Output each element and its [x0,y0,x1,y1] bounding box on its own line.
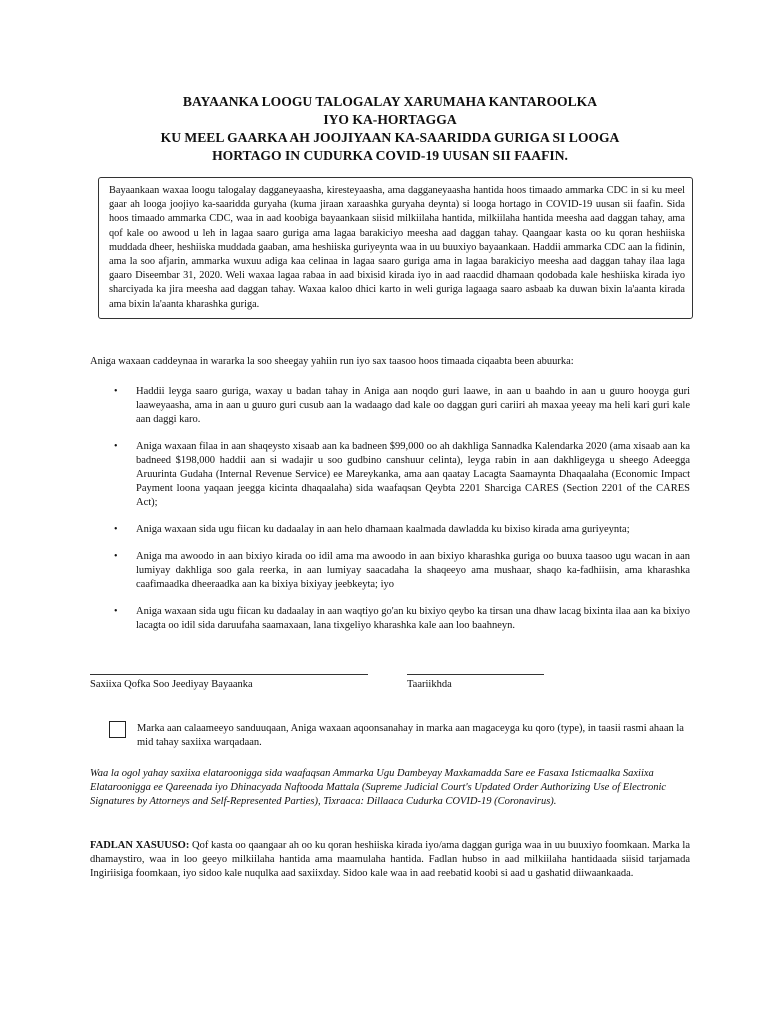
bullet-icon: • [114,386,118,397]
electronic-signature-checkbox[interactable] [109,721,126,738]
signature-field[interactable] [90,674,368,675]
declaration-item-text: Aniga waxaan sida ugu fiican ku dadaalay in aan helo dhamaan kaalmada dawladda ku bixiso kirada ama guriyeynta; [136,524,630,535]
date-field[interactable] [407,674,544,675]
document-title [90,93,690,165]
title-line: BAYAANKA LOOGU TALOGALAY XARUMAHA KANTAROOLKA [182,94,598,109]
declaration-list [90,385,690,633]
notice-box: Bayaankaan waxaa loogu talogalay dagganeyaasha, kiresteyaasha, ama dagganeyaasha hantida hoos timaado ammarka CDC in si ku meel gaar ah looga joojiyo ka-saaridda guryaha (kuma jiraan xaraashka guryaha deynta) si looga hortago in COVID-19 uusan sii faafin. Sida hoos timaado ammarka CDC, waa in aad koobiga bayaankaan siisid milkiilaha hantida, milkiilaha hantida meesha aad daggan tahay, ama qof kale oo awood u leh in lagaa saaro guriga ama lagaa barakiciyo meesha aad daggan tahay. Qaangaar kasta oo ku qoran heshiiska muddada dheer, heshiiska muddada gaaban, ama heshiiska guriyeynta waa in uu buuxiyo bayaankaan. Haddii ammarka CDC aan la fidinin, ama la soo afjarin, ammarka wuxuu adiga kaa celinaa in lagaa saaro guriga ama in lagaa barakiciyo meesha aad daggan tahay ilaa laga gaaro Diseembar 31, 2020. Weli waxaa lagaa rabaa in aad bixisid kirada iyo in aad raacdid dhamaan qodobada kale heshiiska kirada iyo sharciyada ka jira meesha aad daggan tahay. Waxaa kaloo dhici karto in weli guriga lagaaga saaro asbaab ka duwan bixin la'aanta kirada ama bixin la'aanta kharashka guriga. [98,177,693,319]
bullet-icon: • [114,606,118,617]
declaration-item [90,523,690,537]
reminder-text: Qof kasta oo qaangaar ah oo ku qoran heshiiska kirada iyo/ama daggan guriga waa in uu buuxiyo foomkaan. Marka la dhamaystiro, waa in loo geeyo milkiilaha hantida ama maamulaha hantida. Fadlan hubso in aad milkiilaha hantidaada siisid tarjamada Ingiriisiga foomkaan, iyo sidoo kale nuqulka aad saxiixday. Sidoo kale waa in aad reebatid koobi si aad u gashatid diiwaankaada. [90,840,690,879]
reminder-paragraph [90,839,690,881]
electronic-signature-note: Waa la ogol yahay saxiixa elataroonigga sida waafaqsan Ammarka Ugu Dambeyay Maxkamadda Sare ee Fasaxa Isticmaalka Saxiixa Elataroonigga ee Qareenada iyo Dhinacyada Naftooda Mattala (Supreme Judicial Court's Updated Order Authorizing Use of Electronic Signatures by Attorneys and Self-Represented Parties), Tixraaca: Dillaaca Cudurka COVID-19 (Coronavirus). [90,768,667,807]
bullet-icon: • [114,441,118,452]
declaration-item-text: Aniga waxaan filaa in aan shaqeysto xisaab aan ka badneen $99,000 oo ah dakhliga Sannadka Kalendarka 2020 (ama xisaab aan ka badneed $198,000 haddii aan si wadajir u soo gudbino canshuur celinta), leyga rabin in aan dakhligeyga u sheego Adeegga Aruurinta Gudaha (Internal Revenue Service) ee Mareykanka, ama aan qaatay Lacagta Saamaynta Dhaqaalaha (Economic Impact Payment loona yaqaan jeegga kicinta dhaqaalaha) sida waafaqsan Qeybta 2201 Sharciga CARES (Section 2201 of the CARES Act); [136,441,690,508]
title-line: IYO KA-HORTAGGA [323,112,457,127]
declaration-intro: Aniga waxaan caddeynaa in wararka la soo sheegay yahiin run iyo sax taasoo hoos timaada ciqaabta been abuurka: [90,356,574,367]
declaration-item [90,605,690,633]
electronic-signature-consent: Marka aan calaameeyo sanduuqaan, Aniga waxaan aqoonsanahay in marka aan magaceyga ku qoro (type), in taasii rasmi ahaan la mid tahay saxiixa warqadaan. [137,723,684,748]
reminder-heading: FADLAN XASUUSO: [90,840,190,851]
bullet-icon: • [114,524,118,535]
declaration-item [90,385,690,427]
declaration-item [90,440,690,510]
title-line: KU MEEL GAARKA AH JOOJIYAAN KA-SAARIDDA GURIGA SI LOOGA [160,130,620,145]
date-label: Taariikhda [407,679,452,690]
title-line: HORTAGO IN CUDURKA COVID-19 UUSAN SII FAAFIN. [212,148,568,163]
declaration-item-text: Aniga waxaan sida ugu fiican ku dadaalay in aan waqtiyo go'an ku bixiyo qeybo ka tirsan una dhaw lacag bixinta ilaa aan ka bixiyo lacagta oo idil sida daruufaha saamaxaan, lana tixgeliyo kharashka kale aan loo baahneyn. [136,606,690,631]
declaration-item-text: Haddii leyga saaro guriga, waxay u badan tahay in Aniga aan noqdo guri laawe, in aan u baahdo in aan u guuro hooyga guri laaweyaasha, ama in aan u guuro guri cusub aan la wadaago dad kale oo daggan guri cariiri ah maxaa yeeay ma heli kari guri kale aan daggi karo. [136,386,690,425]
signature-label: Saxiixa Qofka Soo Jeediyay Bayaanka [90,679,253,690]
declaration-item [90,550,690,592]
declaration-item-text: Aniga ma awoodo in aan bixiyo kirada oo idil ama ma awoodo in aan bixiyo kharashka guriga oo buuxa taasoo ugu wacan in aan lumiyay dakhliga soo gala reerka, in aan lumiyay saacadaha la shaqeeyo ama mushaar, shaqo ka-fadhiisin, ama kharashka caafimaadka dheeraadka aan ka bixiya bixiyay jeebkeyta; iyo [136,551,690,590]
bullet-icon: • [114,551,118,562]
